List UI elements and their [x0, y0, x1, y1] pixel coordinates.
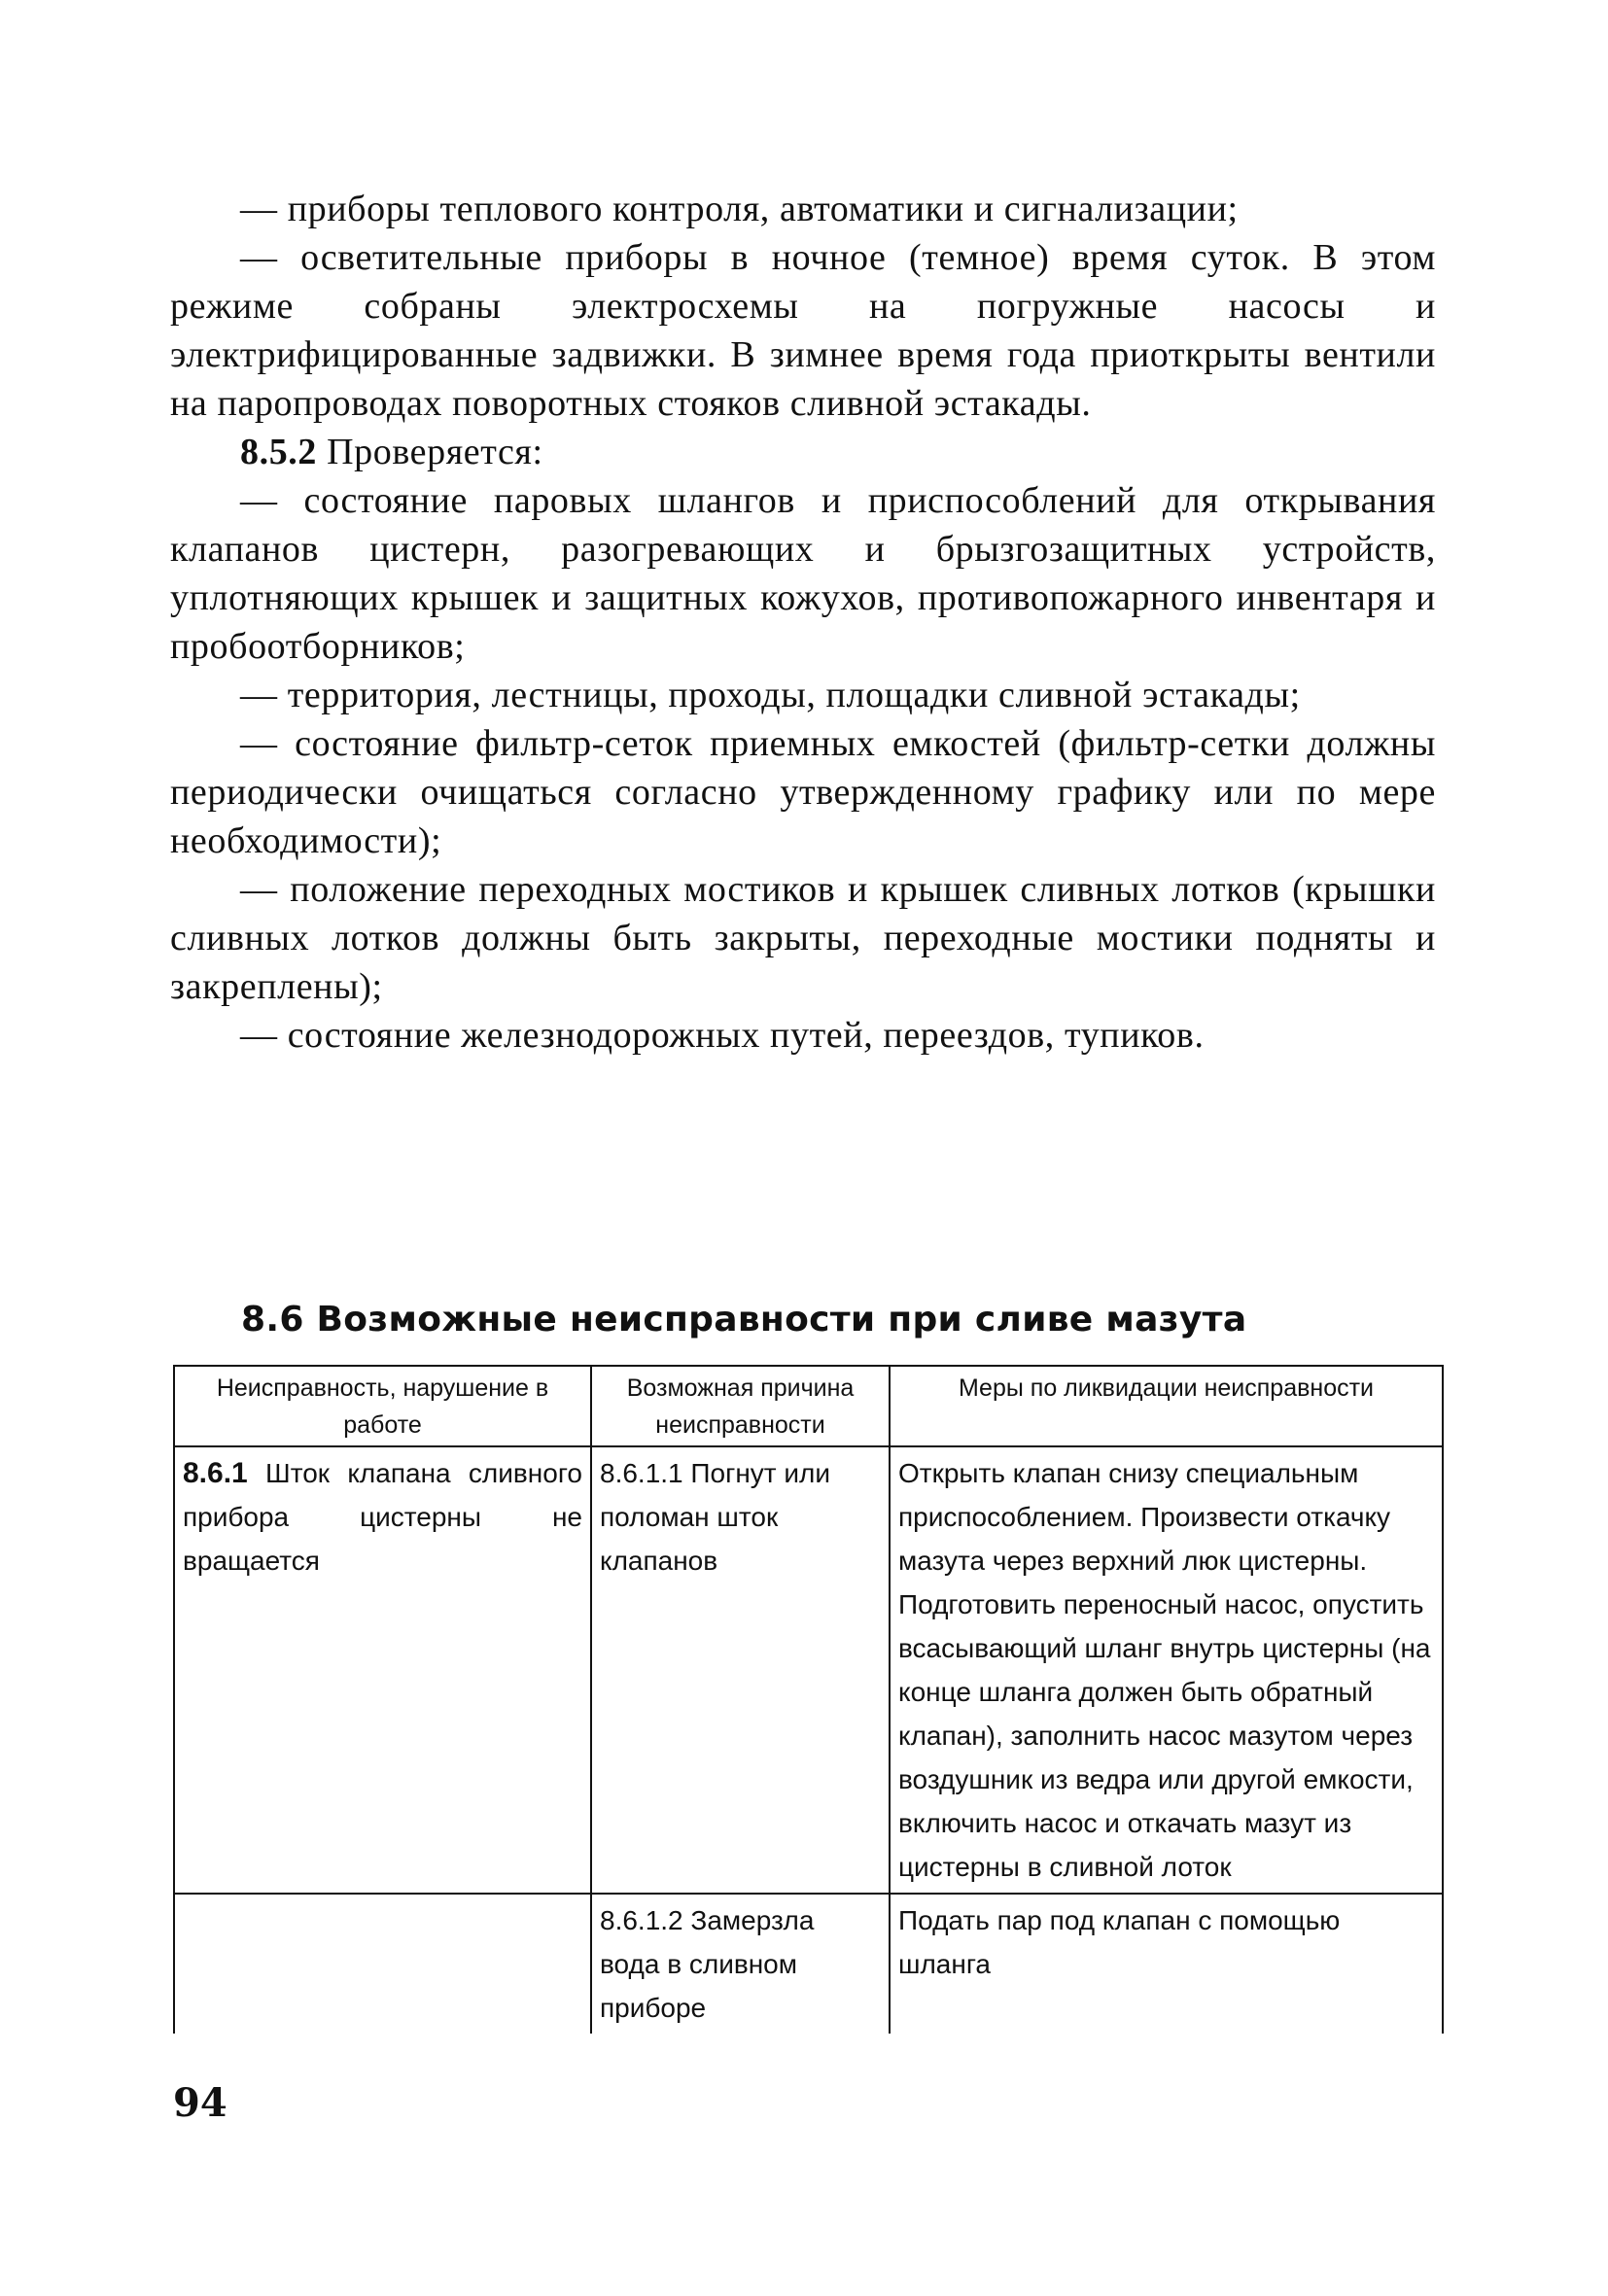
paragraph-territory — [170, 671, 1436, 719]
cause-cell: 8.6.1.2 Замерзла вода в сливном приборе — [591, 1894, 890, 2034]
paragraph-filter-nets — [170, 719, 1436, 865]
paragraph-text: — территория, лестницы, проходы, площадки сливной эстакады; — [240, 675, 1301, 715]
cause-cell: 8.6.1.1 Погнут или поломан шток клапанов — [591, 1446, 890, 1894]
fault-number: 8.6.1 — [183, 1457, 248, 1489]
section-title: 8.6 Возможные неисправности при сливе мазута — [241, 1300, 1247, 1339]
column-header-fault: Неисправность, нарушение в работе — [174, 1366, 591, 1446]
column-header-cause: Возможная причина неисправности — [591, 1366, 890, 1446]
faults-table-container — [173, 1365, 1442, 2034]
table-header-row — [174, 1366, 1443, 1446]
paragraph-railway — [170, 1011, 1436, 1060]
paragraph-text: — состояние железнодорожных путей, переездов, тупиков. — [240, 1015, 1205, 1056]
fault-text: Шток клапана сливного прибора цистерны не вращается — [183, 1458, 582, 1576]
table-row — [174, 1894, 1443, 2034]
column-header-measures: Меры по ликвидации неисправности — [890, 1366, 1443, 1446]
paragraph-text: — положение переходных мостиков и крышек сливных лотков (крышки сливных лотков должны быть закрыты, переходные мостики подняты и закреплены); — [170, 869, 1436, 1007]
paragraph-text: — состояние фильтр-сеток приемных емкостей (фильтр-сетки должны периодически очищаться согласно утвержденному графику или по мере необходимости); — [170, 723, 1436, 861]
paragraph-text: — состояние паровых шлангов и приспособлений для открывания клапанов цистерн, разогревающих и брызгозащитных устройств, уплотняющих крышек и защитных кожухов, противопожарного инвентаря и пробоотборников; — [170, 480, 1436, 667]
paragraph-steam-hoses — [170, 476, 1436, 671]
body-text — [170, 185, 1436, 1060]
paragraph-lighting — [170, 233, 1436, 428]
fault-cell — [174, 1894, 591, 2034]
page-number: 94 — [173, 2080, 227, 2126]
paragraph-bridges — [170, 865, 1436, 1011]
faults-table — [173, 1365, 1444, 2034]
measures-cell: Подать пар под клапан с помощью шланга — [890, 1894, 1443, 2034]
fault-cell — [174, 1446, 591, 1894]
paragraph-8-5-2 — [170, 428, 1436, 476]
table-row — [174, 1446, 1443, 1894]
paragraph-thermal-control — [170, 185, 1436, 233]
clause-number: 8.5.2 — [240, 432, 317, 472]
measures-cell: Открыть клапан снизу специальным приспособлением. Произвести откачку мазута через верхний люк цистерны. Подготовить переносный насос, опустить всасывающий шланг внутрь цистерны (на конце шланга должен быть обратный клапан), заполнить насос мазутом через воздушник из ведра или другой емкости, включить насос и откачать мазут из цистерны в сливной лоток — [890, 1446, 1443, 1894]
paragraph-text: — осветительные приборы в ночное (темное) время суток. В этом режиме собраны электросхемы на погружные насосы и электрифицированные задвижки. В зимнее время года приоткрыты вентили на паропроводах поворотных стояков сливной эстакады. — [170, 237, 1436, 424]
paragraph-text: — приборы теплового контроля, автоматики и сигнализации; — [240, 189, 1239, 229]
paragraph-text: Проверяется: — [317, 432, 543, 472]
